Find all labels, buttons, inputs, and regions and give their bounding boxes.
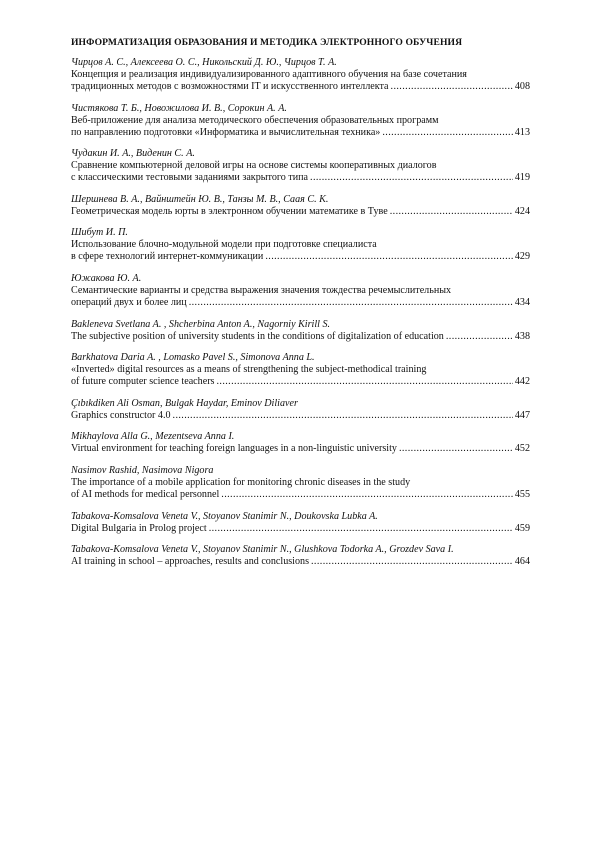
entry-title-line: Использование блочно-модульной модели при подготовке специалиста [71, 239, 377, 251]
page-number[interactable]: 447 [514, 409, 530, 421]
entry-title-line: The subjective position of university students in the conditions of digitalization of education [71, 330, 444, 342]
dot-leader [390, 206, 513, 218]
page-number[interactable]: 442 [514, 376, 530, 388]
toc-entry[interactable] [71, 511, 530, 535]
entry-title-row [71, 376, 530, 388]
entry-title-line: с классическими тестовыми заданиями закрытого типа [71, 172, 309, 184]
entry-title-line: «Inverted» digital resources as a means of strengthening the subject-methodical training [71, 364, 427, 376]
entry-authors: Шершнева В. А., Вайнштейн Ю. В., Танзы М. В., Саая С. К. [71, 193, 329, 205]
entry-title-row [71, 556, 530, 568]
entry-title-line: Семантические варианты и средства выражения значения тождества речемыслительных [71, 284, 452, 296]
entry-authors: Tabakova-Komsalova Veneta V., Stoyanov Stanimir N., Doukovska Lubka A. [71, 510, 378, 522]
entry-title-line: of future computer science teachers [71, 376, 215, 388]
entry-title-line: Концепция и реализация индивидуализированного адаптивного обучения на базе сочетания [71, 69, 467, 80]
entry-authors: Çıbıkdiken Ali Osman, Bulgak Haydar, Eminov Diliaver [71, 397, 298, 409]
entry-title-line: Веб-приложение для анализа методического обеспечения образовательных программ [71, 114, 439, 126]
toc-entry[interactable] [71, 57, 530, 93]
dot-leader [221, 489, 513, 501]
page-number[interactable]: 408 [514, 81, 530, 92]
entry-title-row [71, 410, 530, 422]
toc-entry[interactable] [71, 544, 530, 568]
entry-title-row [71, 331, 530, 343]
dot-leader [311, 556, 513, 568]
entry-authors: Tabakova-Komsalova Veneta V., Stoyanov Stanimir N., Glushkova Todorka A., Grozdev Sava I. [71, 544, 454, 556]
dot-leader [173, 410, 513, 422]
entry-title-line: в сфере технологий интернет-коммуникации [71, 251, 264, 263]
entry-authors: Чистякова Т. Б., Новожилова И. В., Сорокин А. А. [71, 102, 287, 114]
dot-leader [216, 376, 512, 388]
dot-leader [310, 172, 513, 184]
entry-title-row [71, 489, 530, 501]
entry-authors: Южакова Ю. А. [71, 272, 142, 284]
dot-leader [189, 297, 513, 309]
entry-title-row [71, 172, 530, 184]
entry-title-line: of AI methods for medical personnel [71, 488, 220, 500]
entry-authors: Чирцов А. С., Алексеева О. С., Никольский Д. Ю., Чирцов Т. А. [71, 57, 337, 68]
entry-title-row [71, 206, 530, 218]
entry-title-line: традиционных методов с возможностями IT и искусственного интеллекта [71, 81, 389, 92]
toc-entry[interactable] [71, 148, 530, 184]
entry-title-line: Digital Bulgaria in Prolog project [71, 522, 207, 534]
toc-entries [71, 57, 530, 578]
toc-entry[interactable] [71, 398, 530, 422]
dot-leader [265, 251, 513, 263]
dot-leader [399, 443, 513, 455]
entry-title-row [71, 443, 530, 455]
section-title: ИНФОРМАТИЗАЦИЯ ОБРАЗОВАНИЯ И МЕТОДИКА ЭЛЕКТРОННОГО ОБУЧЕНИЯ [71, 37, 463, 48]
entry-title-row [71, 127, 530, 139]
toc-entry[interactable] [71, 431, 530, 455]
dot-leader [391, 81, 513, 93]
page-number[interactable]: 419 [514, 172, 530, 184]
page-number[interactable]: 459 [514, 522, 530, 534]
entry-title-line: по направлению подготовки «Информатика и вычислительная техника» [71, 126, 381, 138]
entry-authors: Mikhaylova Alla G., Mezentseva Anna I. [71, 431, 235, 443]
entry-authors: Bakleneva Svetlana A. , Shcherbina Anton A., Nagorniy Kirill S. [71, 318, 331, 330]
page-number[interactable]: 429 [514, 251, 530, 263]
entry-authors: Nasimov Rashid, Nasimova Nigora [71, 464, 214, 476]
page-number[interactable]: 455 [514, 488, 530, 500]
entry-title-line: The importance of a mobile application for monitoring chronic diseases in the study [71, 476, 411, 488]
entry-title-line: Сравнение компьютерной деловой игры на основе системы кооперативных диалогов [71, 160, 437, 172]
entry-authors: Barkhatova Daria A. , Lomasko Pavel S., Simonova Anna L. [71, 352, 315, 364]
entry-title-line: Virtual environment for teaching foreign languages in a non-linguistic university [71, 443, 397, 455]
toc-entry[interactable] [71, 103, 530, 139]
entry-authors: Шибут И. П. [71, 227, 128, 239]
entry-title-row [71, 297, 530, 309]
toc-entry[interactable] [71, 273, 530, 309]
page-number[interactable]: 424 [514, 205, 530, 217]
toc-entry[interactable] [71, 352, 530, 388]
page-number[interactable]: 452 [514, 443, 530, 455]
entry-title-line: AI training in school – approaches, results and conclusions [71, 556, 309, 568]
page-number[interactable]: 434 [514, 296, 530, 308]
page-number[interactable]: 413 [514, 126, 530, 138]
entry-title-line: Graphics constructor 4.0 [71, 409, 171, 421]
entry-title-line: операций двух и более лиц [71, 296, 187, 308]
entry-title-line: Геометрическая модель юрты в электронном обучении математике в Туве [71, 205, 388, 217]
entry-title-row [71, 251, 530, 263]
toc-entry[interactable] [71, 194, 530, 218]
page-number[interactable]: 438 [514, 330, 530, 342]
toc-entry[interactable] [71, 227, 530, 263]
entry-title-row [71, 523, 530, 535]
dot-leader [209, 523, 513, 535]
entry-authors: Чудакин И. А., Виденин С. А. [71, 148, 195, 160]
toc-entry[interactable] [71, 465, 530, 501]
entry-title-row [71, 81, 530, 93]
toc-entry[interactable] [71, 319, 530, 343]
page-number[interactable]: 464 [514, 556, 530, 568]
dot-leader [382, 127, 513, 139]
dot-leader [446, 331, 513, 343]
